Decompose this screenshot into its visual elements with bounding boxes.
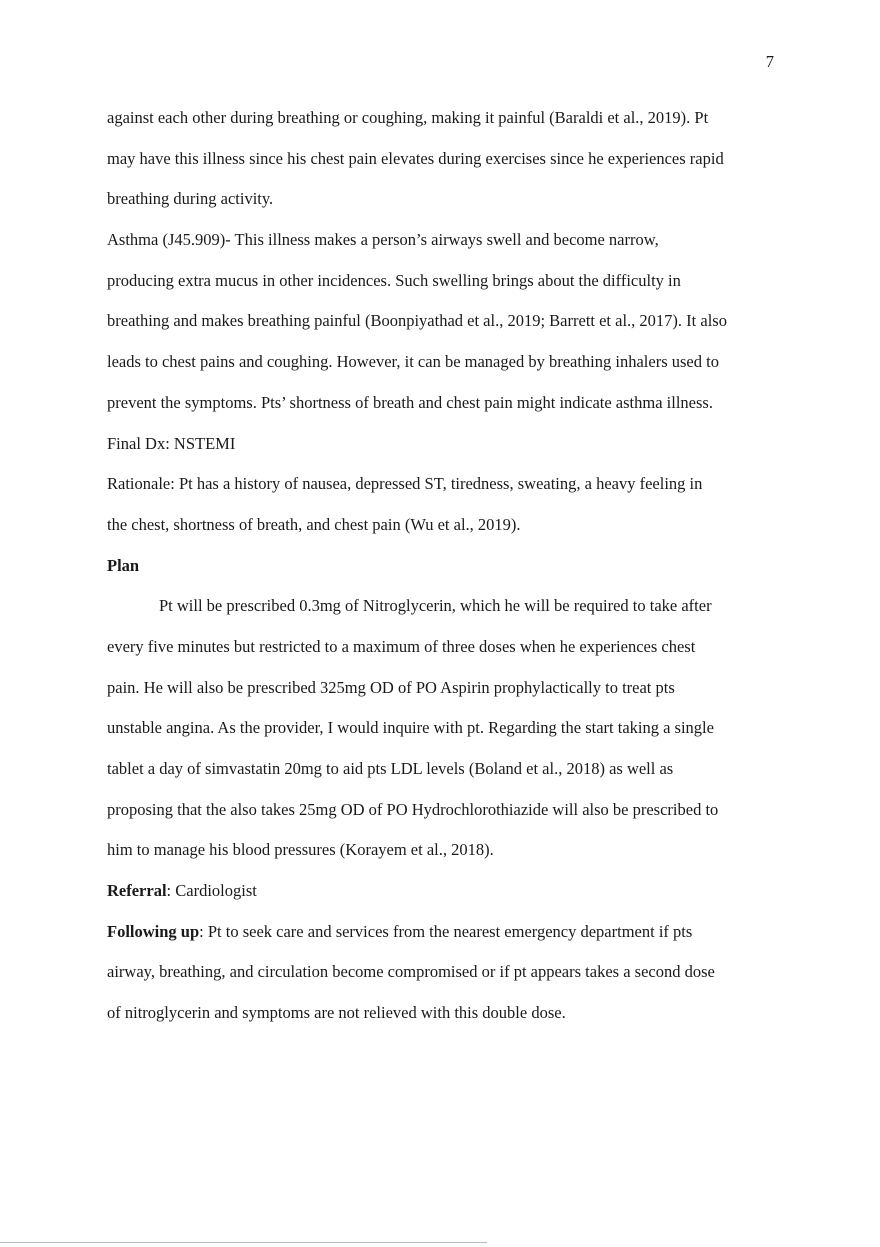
follow-up-line bbox=[107, 918, 779, 959]
follow-up-label: Following up bbox=[107, 921, 200, 941]
final-diagnosis-line: Final Dx: NSTEMI bbox=[107, 433, 236, 453]
referral-label: Referral bbox=[107, 881, 167, 901]
paragraph-line: the chest, shortness of breath, and chest pain (Wu et al., 2019). bbox=[107, 514, 521, 534]
plan-line: every five minutes but restricted to a maximum of three doses when he experiences chest bbox=[107, 636, 696, 656]
paragraph-line: leads to chest pains and coughing. However, it can be managed by breathing inhalers used to bbox=[107, 352, 719, 372]
paragraph-line: producing extra mucus in other incidences. Such swelling brings about the difficulty in bbox=[107, 270, 681, 290]
plan-line: unstable angina. As the provider, I would inquire with pt. Regarding the start taking a single bbox=[107, 718, 714, 738]
referral-text: : Cardiologist bbox=[166, 881, 257, 901]
document-body bbox=[107, 104, 779, 1040]
plan-heading: Plan bbox=[107, 555, 140, 575]
page-number: 7 bbox=[765, 52, 774, 71]
referral-line bbox=[107, 877, 779, 918]
follow-up-line: airway, breathing, and circulation become compromised or if pt appears takes a second dose bbox=[107, 962, 715, 982]
rationale-line: Rationale: Pt has a history of nausea, depressed ST, tiredness, sweating, a heavy feeling in bbox=[107, 474, 703, 494]
asthma-line: Asthma (J45.909)- This illness makes a person’s airways swell and become narrow, bbox=[107, 230, 659, 250]
paragraph-line: against each other during breathing or coughing, making it painful (Baraldi et al., 2019). Pt bbox=[107, 108, 709, 127]
plan-line: pain. He will also be prescribed 325mg OD of PO Aspirin prophylactically to treat pts bbox=[107, 677, 675, 697]
plan-line: him to manage his blood pressures (Korayem et al., 2018). bbox=[107, 840, 494, 860]
paragraph-line: may have this illness since his chest pain elevates during exercises since he experiences rapid bbox=[107, 148, 724, 168]
plan-line: tablet a day of simvastatin 20mg to aid pts LDL levels (Boland et al., 2018) as well as bbox=[107, 759, 674, 778]
footer-divider bbox=[0, 1242, 487, 1243]
paragraph-line: prevent the symptoms. Pts’ shortness of breath and chest pain might indicate asthma illness. bbox=[107, 392, 713, 412]
follow-up-line: of nitroglycerin and symptoms are not relieved with this double dose. bbox=[107, 1003, 566, 1023]
plan-heading-line bbox=[107, 552, 779, 593]
plan-line: Pt will be prescribed 0.3mg of Nitroglycerin, which he will be required to take after bbox=[159, 596, 712, 616]
plan-line: proposing that the also takes 25mg OD of PO Hydrochlorothiazide will also be prescribed to bbox=[107, 799, 719, 819]
follow-up-text: : Pt to seek care and services from the nearest emergency department if pts bbox=[199, 921, 693, 941]
paragraph-line: breathing during activity. bbox=[107, 189, 274, 209]
paragraph-line: breathing and makes breathing painful (Boonpiyathad et al., 2019; Barrett et al., 2017). It also bbox=[107, 311, 727, 331]
